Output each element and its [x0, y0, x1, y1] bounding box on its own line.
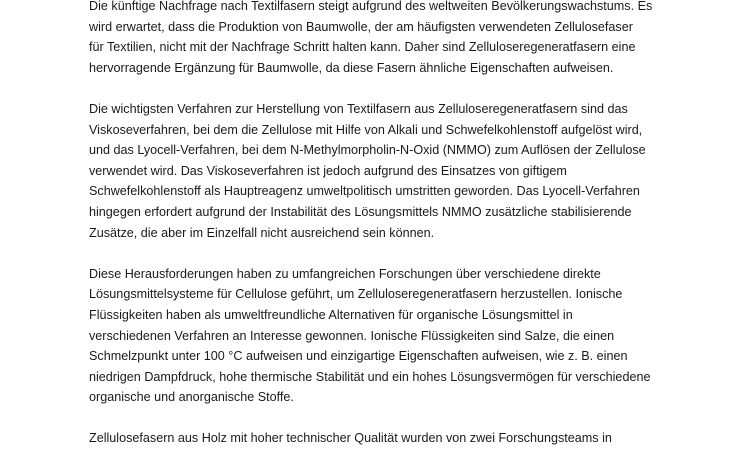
text-line: organische und anorganische Stoffe.: [89, 390, 294, 405]
document-body: [89, 0, 669, 470]
text-line: niedrigen Dampfdruck, hohe thermische Stabilität und ein hohes Lösungsvermögen für verschiedene: [89, 369, 651, 384]
paragraph-ionic-liquids: [89, 264, 669, 408]
text-line: Zusätze, die aber im Einzelfall nicht ausreichend sein können.: [89, 225, 435, 240]
text-line: Die wichtigsten Verfahren zur Herstellung von Textilfasern aus Zelluloseregeneratfasern sind das: [89, 101, 628, 116]
text-line: Schmelzpunkt unter 100 °C aufweisen und einzigartige Eigenschaften aufweisen, wie z. B. einen: [89, 349, 628, 364]
text-line: Lösungsmittelsysteme für Cellulose geführt, um Zelluloseregeneratfasern herzustellen. Ionische: [89, 287, 623, 302]
text-line: für Textilien, nicht mit der Nachfrage Schritt halten kann. Daher sind Zelluloseregeneratfasern eine: [89, 40, 636, 55]
paragraph-wood-cellulose-fibers: [89, 428, 669, 449]
text-line: verschiedenen Verfahren an Interesse gewonnen. Ionische Flüssigkeiten sind Salze, die einen: [89, 328, 615, 343]
text-line: Flüssigkeiten haben als umweltfreundliche Alternativen für organische Lösungsmittel in: [89, 307, 573, 322]
text-line: wird erwartet, dass die Produktion von Baumwolle, der am häufigsten verwendeten Zellulosefaser: [89, 19, 633, 34]
text-line: hingegen erfordert aufgrund der Instabilität des Lösungsmittels NMMO zusätzliche stabilisierende: [89, 204, 632, 219]
text-line: Viskoseverfahren, bei dem die Zellulose mit Hilfe von Alkali und Schwefelkohlenstoff aufgelöst wird,: [89, 122, 643, 137]
text-line: Zellulosefasern aus Holz mit hoher technischer Qualität wurden von zwei Forschungsteams in: [89, 431, 612, 446]
text-line: Schwefelkohlenstoff als Hauptreagenz umweltpolitisch umstritten geworden. Das Lyocell-Verfahren: [89, 184, 640, 199]
paragraph-production-processes: [89, 99, 669, 243]
paragraph-textile-demand: [89, 0, 669, 78]
text-line: Die künftige Nachfrage nach Textilfasern steigt aufgrund des weltweiten Bevölkerungswachstums. Es: [89, 0, 653, 13]
text-line: verwendet wird. Das Viskoseverfahren ist jedoch aufgrund des Einsatzes von giftigem: [89, 163, 567, 178]
text-line: und das Lyocell-Verfahren, bei dem N-Methylmorpholin-N-Oxid (NMMO) zum Auflösen der Zellulose: [89, 143, 646, 158]
text-line: Diese Herausforderungen haben zu umfangreichen Forschungen über verschiedene direkte: [89, 266, 601, 281]
text-line: hervorragende Ergänzung für Baumwolle, da diese Fasern ähnliche Eigenschaften aufweisen.: [89, 60, 614, 75]
